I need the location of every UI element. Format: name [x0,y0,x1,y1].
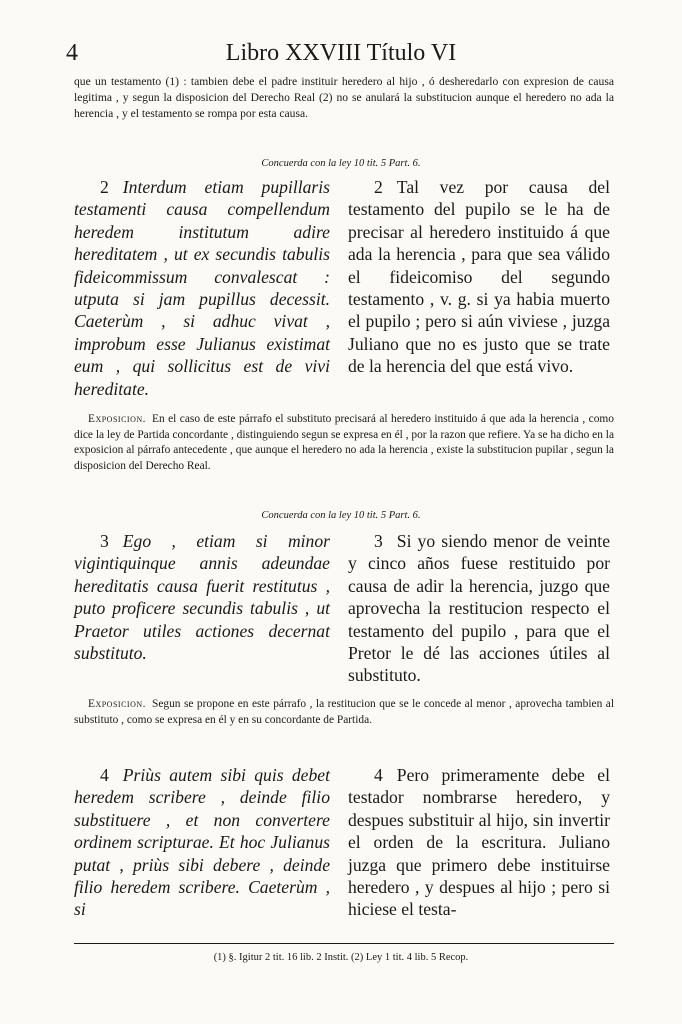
exposition-text: Segun se propone en este párrafo , la restitucion que se le concede al menor , aprovecha tambien al substituto , como se expresa en él y en su concordante de Partida. [74,698,614,726]
paragraph-number: 3 [100,531,109,551]
page-header [0,36,682,72]
exposition-2 [74,412,614,474]
footnote-divider [74,943,614,944]
exposition-label: Exposicion. [88,413,146,425]
latin-text: Interdum etiam pupillaris testamenti causa compellendum heredem institutum adire hereditatem , ut ex secundis tabulis fideicommissum convalescat : utputa si jam pupillus decessit. Caeterùm , si adhuc vivat , improbum esse Julianus existimat eum , qui sollicitus est de vivi hereditate. [74,177,330,399]
paragraph-number: 4 [374,765,383,785]
paragraph-number: 2 [374,177,383,197]
footnotes: (1) §. Igitur 2 tit. 16 lib. 2 Instit. (2) Ley 1 tit. 4 lib. 5 Recop. [213,952,469,963]
page-number: 4 [66,40,78,66]
exposition-text: En el caso de este párrafo el substituto precisará al heredero instituido á que ada la herencia , como dice la ley de Partida concordante , distinguiendo segun se expresa en él , por la razon que refiere. Ya se ha dicho en la exposicion al párrafo antecedente , que aunque el heredero no ada la herencia , existe la substitucion pupilar , segun la disposicion del Derecho Real. [74,413,614,472]
exposition-label: Exposicion. [88,698,146,710]
spanish-paragraph-4 [348,764,610,921]
running-title: Libro XXVIII Título VI [225,40,457,66]
concordance-note-3: Concuerda con la ley 10 tit. 5 Part. 6. [261,510,421,521]
paragraph-number: 2 [100,177,109,197]
exposition-3 [74,697,614,728]
spanish-paragraph-2 [348,176,610,378]
latin-text: Ego , etiam si minor vigintiquinque annis adeundae hereditatis causa fuerit restitutus , puto proficere secundis tabulis , ut Praetor utiles actiones decernat substituto. [74,531,330,664]
spanish-text: Tal vez por causa del testamento del pupilo se le ha de precisar al heredero instituido á que ada la herencia , para que sea válido el fideicomiso del segundo testamento , v. g. si ya habia muerto el pupilo ; pero si aún viviese , juzga Juliano que no es justo que se trate de la herencia del que está vivo. [348,177,610,377]
latin-paragraph-3 [74,530,330,664]
latin-text: Priùs autem sibi quis debet heredem scribere , deinde filio substituere , et non convertere ordinem scripturae. Et hoc Julianus putat , priùs sibi debere , deinde filio heredem scribere. Caeterùm , si [74,765,330,920]
latin-paragraph-2 [74,176,330,400]
spanish-text: Si yo siendo menor de veinte y cinco años fuese restituido por causa de adir la herencia, juzgo que aprovecha la restitucion respecto el testamento del pupilo , para que el Pretor le dé las acciones útiles al substituto. [348,531,610,686]
paragraph-number: 4 [100,765,109,785]
spanish-text: Pero primeramente debe el testador nombrarse heredero, y despues substituir al hijo, sin invertir el orden de la escritura. Juliano juzga que primero debe instituirse heredero , y despues al hijo ; pero si hiciese el testa- [348,765,610,920]
intro-paragraph: que un testamento (1) : tambien debe el padre instituir heredero al hijo , ó desheredarlo con expresion de causa legitima , y segun la disposicion del Derecho Real (2) no se anulará la substitucion aunque el heredero no ada la herencia , y el testamento se rompa por esta causa. [74,75,614,120]
latin-paragraph-4 [74,764,330,921]
spanish-paragraph-3 [348,530,610,687]
paragraph-number: 3 [374,531,383,551]
concordance-note-2: Concuerda con la ley 10 tit. 5 Part. 6. [261,158,421,169]
